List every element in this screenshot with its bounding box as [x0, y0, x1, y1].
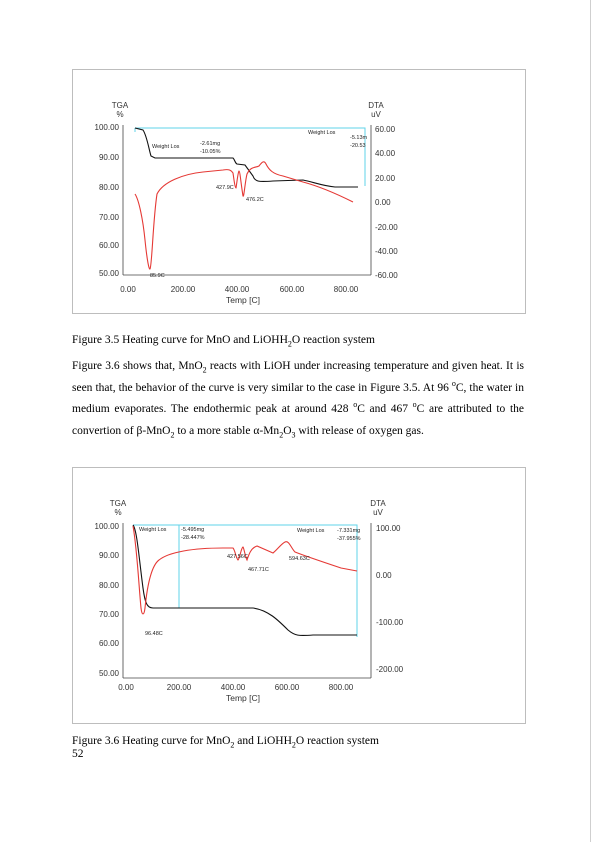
weight-loss-bracket [179, 525, 357, 637]
superscript: o [451, 378, 456, 388]
weight-loss-pct: -20.53 [350, 143, 366, 149]
page-number: 52 [72, 748, 84, 760]
left-tick: 70.00 [98, 610, 119, 619]
left-ticks [95, 522, 120, 678]
left-tick: 70.00 [98, 213, 119, 222]
left-tick: 60.00 [98, 241, 119, 250]
x-tick: 0.00 [120, 285, 136, 294]
left-tick: 100.00 [94, 123, 119, 132]
right-axis-unit: uV [371, 110, 381, 119]
superscript: o [353, 400, 358, 410]
body-paragraph [72, 356, 524, 442]
text-run: C, the water in medium evaporates. The endothermic peak at around 428 [72, 381, 524, 415]
peak-label: 427.56C [227, 554, 248, 560]
figure-3-6-caption [72, 734, 524, 748]
subscript: 2 [202, 365, 207, 375]
right-tick: -60.00 [375, 271, 398, 280]
x-tick: 0.00 [118, 683, 134, 692]
right-tick: 20.00 [375, 174, 396, 183]
right-axis-title: DTA [370, 499, 386, 508]
weight-loss-pct: -37.955% [337, 536, 361, 542]
text-run: to a more stable α-Mn [174, 424, 280, 437]
figure-3-6 [72, 467, 526, 724]
left-tick: 100.00 [94, 522, 119, 531]
dta-curve [135, 162, 353, 269]
figure-3-5-chart [73, 70, 525, 313]
left-tick: 90.00 [98, 153, 119, 162]
caption-text: O reaction system [295, 735, 379, 747]
right-tick: 40.00 [375, 149, 396, 158]
right-tick: 0.00 [375, 198, 391, 207]
annotations [150, 130, 368, 279]
x-tick: 600.00 [279, 285, 305, 294]
weight-loss-label: Weight Los [139, 527, 167, 533]
text-run: O [283, 424, 292, 437]
right-tick: -100.00 [376, 618, 404, 627]
peak-label: 467.71C [248, 567, 269, 573]
right-tick: 100.00 [376, 524, 401, 533]
figure-3-5 [72, 69, 526, 314]
left-axis-title: TGA [111, 101, 129, 110]
left-tick: 80.00 [98, 581, 119, 590]
text-run: with release of oxygen gas. [295, 424, 424, 437]
text-run: C are attributed to the convertion of β-MnO [72, 403, 524, 437]
x-ticks [120, 285, 359, 294]
right-tick: -20.00 [375, 223, 398, 232]
peak-label: 96.48C [145, 631, 163, 637]
right-tick: 60.00 [375, 125, 396, 134]
peak-label: 594.63C [289, 556, 310, 562]
weight-loss-mg: -5.495mg [181, 527, 205, 533]
right-ticks [376, 524, 404, 674]
left-tick: 90.00 [98, 551, 119, 560]
text-run: reacts with LiOH under increasing temperature and given heat. It is seen that, the behavior of the curve is very similar to the case in Figure 3.5. At 96 [72, 360, 524, 394]
right-tick: 0.00 [376, 571, 392, 580]
text-run: C and 467 [357, 403, 413, 415]
x-tick: 200.00 [170, 285, 196, 294]
weight-loss-mg: -2.61mg [200, 141, 221, 147]
left-axis-unit: % [114, 508, 122, 517]
left-tick: 50.00 [98, 669, 119, 678]
peak-label: 476.2C [246, 197, 264, 203]
right-tick: -200.00 [376, 665, 404, 674]
figure-3-5-caption [72, 333, 524, 347]
caption-text: O reaction system [291, 334, 375, 346]
left-ticks [95, 123, 120, 278]
caption-subscript: 2 [287, 339, 292, 349]
caption-text: Figure 3.6 Heating curve for MnO [72, 735, 231, 747]
superscript: o [412, 400, 417, 410]
x-tick: 800.00 [333, 285, 359, 294]
left-axis-unit: % [116, 110, 124, 119]
right-ticks [375, 125, 398, 280]
caption-text: and LiOHH [234, 735, 292, 747]
weight-loss-pct: -28.447% [181, 535, 205, 541]
weight-loss-label: Weight Los [152, 144, 180, 150]
figure-3-6-chart [73, 468, 525, 723]
x-tick: 400.00 [224, 285, 250, 294]
left-axis-title: TGA [109, 499, 127, 508]
weight-loss-mg: -5.13m [350, 135, 368, 141]
dta-curve [133, 526, 357, 614]
right-axis-title: DTA [368, 101, 384, 110]
annotations [139, 527, 361, 637]
subscript: 2 [170, 429, 175, 439]
x-axis-label: Temp [C] [225, 693, 261, 703]
caption-text: Figure 3.5 Heating curve for MnO and LiOHH [72, 334, 288, 346]
page-edge [590, 0, 591, 842]
left-tick: 60.00 [98, 639, 119, 648]
weight-loss-mg: -7.331mg [337, 528, 361, 534]
left-tick: 50.00 [98, 269, 119, 278]
right-tick: -40.00 [375, 247, 398, 256]
caption-subscript: 2 [230, 740, 235, 750]
subscript: 3 [291, 429, 296, 439]
subscript: 2 [279, 429, 284, 439]
tga-curve [133, 525, 357, 635]
weight-loss-pct: -10.05% [200, 149, 221, 155]
left-tick: 80.00 [98, 183, 119, 192]
x-ticks [118, 683, 354, 692]
x-tick: 600.00 [274, 683, 300, 692]
caption-subscript: 2 [291, 740, 296, 750]
weight-loss-bracket [135, 128, 365, 186]
peak-label: 85.9C [150, 273, 165, 279]
weight-loss-label: Weight Los [297, 528, 325, 534]
weight-loss-label: Weight Los [308, 130, 336, 136]
x-tick: 200.00 [166, 683, 192, 692]
peak-label: 427.9C [216, 185, 234, 191]
x-axis-label: Temp [C] [225, 295, 261, 305]
x-tick: 400.00 [220, 683, 246, 692]
right-axis-unit: uV [373, 508, 383, 517]
x-tick: 800.00 [328, 683, 354, 692]
text-run: Figure 3.6 shows that, MnO [72, 360, 203, 372]
